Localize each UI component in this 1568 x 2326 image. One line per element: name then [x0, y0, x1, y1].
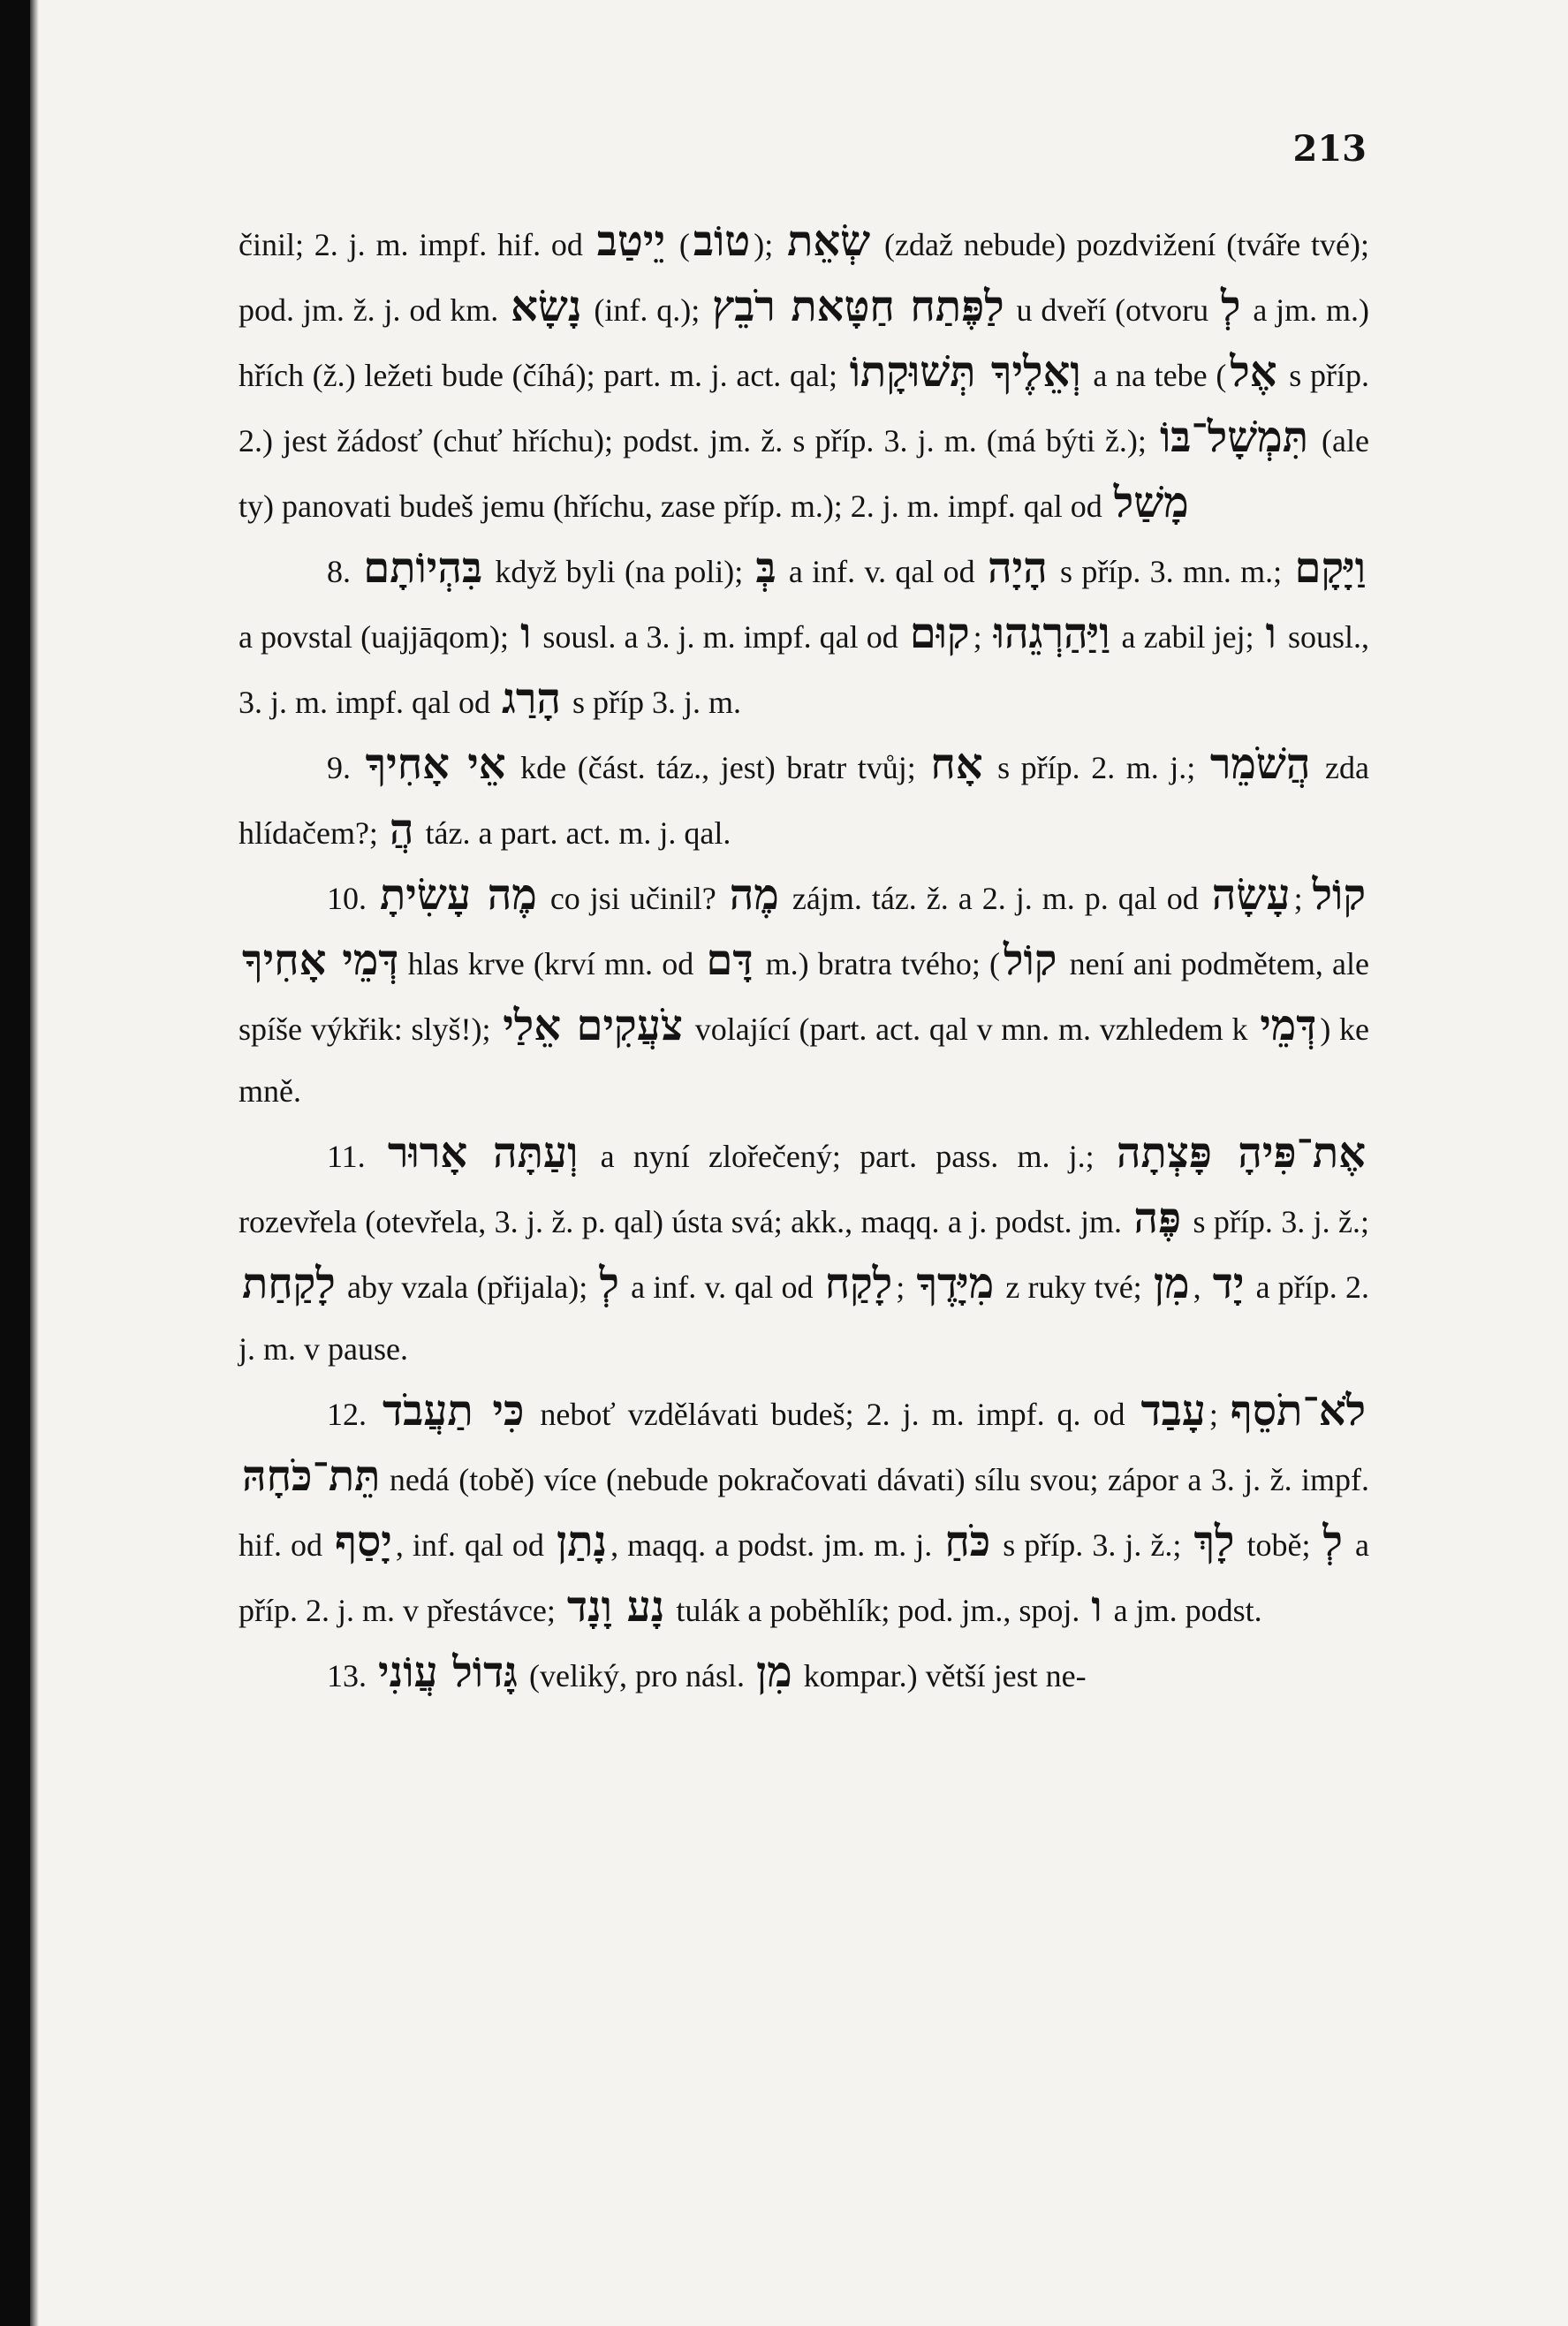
hebrew-word: כִּי תַעֲבֹד: [383, 1386, 525, 1436]
hebrew-word: וַיָּקָם: [1294, 543, 1366, 593]
text-segment: kompar.) větší jest ne-: [795, 1658, 1087, 1693]
text-segment: );: [754, 227, 784, 262]
page-number: 213: [1292, 128, 1367, 170]
text-segment: sousl., 3. j. m. impf. qal od: [239, 619, 1369, 720]
text-segment: a inf. v. qal od: [779, 554, 984, 589]
text-segment: činil; 2. j. m. impf. hif. od: [239, 227, 594, 262]
text-segment: a jm. m.) hřích (ž.) ležeti bude (číhá); part. m. j. act. qal;: [239, 292, 1369, 393]
hebrew-word: תִּמְשָׁל־בּוֹ: [1160, 413, 1308, 462]
text-segment: (zdaž nebude) pozdvižení (tváře tvé); pod. jm. ž. j. od km.: [239, 227, 1369, 328]
hebrew-word: מֶה: [729, 870, 779, 920]
hebrew-word: ו: [520, 609, 532, 658]
text-segment: [1216, 1139, 1234, 1174]
hebrew-word: מִיָּדֶךָ: [916, 1259, 995, 1308]
hebrew-word: לָקַחַת: [242, 1259, 336, 1308]
hebrew-word: יָסַף: [335, 1517, 392, 1566]
page-binding-shadow: [30, 0, 39, 2326]
hebrew-word: שְׂאֵת: [787, 216, 871, 266]
paragraph: [239, 1641, 1369, 1707]
hebrew-word: צֹעֲקִים אֵלַי: [503, 1001, 684, 1050]
hebrew-word: דְּמֵי: [1260, 1001, 1317, 1050]
text-segment: nedá (tobě) více (nebude pokračovati dávati) sílu svou; zápor a 3. j. ž. impf. hif. od: [239, 1462, 1369, 1563]
text-segment: s příp. 3. j. ž.;: [1185, 1204, 1369, 1239]
hebrew-word: לְ: [599, 1259, 619, 1308]
hebrew-word: נָע וָנָד: [566, 1582, 665, 1632]
text-segment: s příp. 2. m. j.;: [986, 750, 1207, 785]
hebrew-word: לַפֶּתַח חַטָּאת רֹבֵץ: [712, 282, 1004, 331]
text-segment: , maqq. a podst. jm. m. j.: [610, 1527, 942, 1563]
text-segment: táz. a part. act. m. j. qal.: [417, 815, 731, 851]
hebrew-word: לֹא־תֹסֵף תֵּת־כֹּחָהּ: [242, 1386, 1367, 1501]
hebrew-word: בְּ: [755, 543, 776, 593]
hebrew-word: וְעַתָּה אָרוּר: [387, 1128, 579, 1178]
text-segment: 11.: [327, 1139, 384, 1174]
text-segment: tobě;: [1238, 1527, 1320, 1563]
text-segment: (veliký, pro násl.: [521, 1658, 753, 1693]
paragraph: [239, 210, 1369, 537]
hebrew-word: מִן: [755, 1648, 792, 1697]
hebrew-word: אֶל: [1230, 347, 1277, 397]
hebrew-word: ו: [1265, 609, 1276, 658]
hebrew-word: הֲשֹׁמֵר: [1209, 739, 1311, 789]
body-text: [239, 210, 1369, 1707]
hebrew-word: ו: [1091, 1582, 1102, 1632]
text-segment: (: [669, 227, 690, 262]
hebrew-word: נָתַן: [556, 1517, 608, 1566]
text-segment: s příp 3. j. m.: [564, 685, 742, 720]
hebrew-word: הָיָה: [987, 543, 1048, 593]
text-segment: a zabil jej;: [1113, 619, 1262, 655]
text-segment: a příp. 2. j. m. v pause.: [239, 1269, 1369, 1367]
text-segment: ) ke mně.: [239, 1011, 1370, 1109]
text-segment: s příp. 2.) jest žádosť (chuť hříchu); podst. jm. ž. s příp. 3. j. m. (má býti ž.);: [239, 358, 1370, 458]
text-segment: , inf. qal od: [395, 1527, 553, 1563]
hebrew-word: בִּהְיוֹתָם: [363, 543, 483, 593]
text-segment: a povstal (uajjāqom);: [239, 619, 518, 655]
text-segment: neboť vzdělávati budeš; 2. j. m. impf. q. od: [527, 1397, 1138, 1432]
paragraph: [239, 537, 1369, 733]
hebrew-word: וְאֵלֶיךָ תְּשׁוּקָתוֹ: [849, 347, 1081, 397]
text-segment: s příp. 3. mn. m.;: [1050, 554, 1292, 589]
text-segment: ;: [973, 619, 990, 655]
paragraph: [239, 733, 1369, 864]
text-segment: ,: [1193, 1269, 1209, 1305]
text-segment: (ale ty) panovati budeš jemu (hříchu, zase příp. m.); 2. j. m. impf. qal od: [239, 423, 1370, 524]
hebrew-word: אָח: [930, 739, 983, 789]
hebrew-word: קוֹל דְּמֵי אָחִיךָ: [242, 870, 1366, 985]
text-segment: z ruky tvé;: [997, 1269, 1150, 1305]
hebrew-word: לָקַח: [824, 1259, 893, 1308]
text-segment: a inf. v. qal od: [622, 1269, 822, 1305]
text-segment: a na tebe (: [1084, 358, 1227, 393]
paragraph: [239, 1122, 1369, 1380]
hebrew-word: יָד: [1212, 1259, 1245, 1308]
hebrew-word: קוֹל: [1004, 936, 1057, 985]
hebrew-word: מֶה עָשִׂיתָ: [380, 870, 537, 920]
text-segment: ;: [1208, 1397, 1231, 1432]
hebrew-word: וַיַּהַרְגֵהוּ: [993, 609, 1110, 658]
text-segment: a jm. podst.: [1105, 1593, 1262, 1628]
hebrew-word: הָרַג: [501, 674, 562, 724]
text-segment: 9.: [327, 750, 362, 785]
hebrew-word: נָשָׂא: [511, 282, 582, 331]
hebrew-word: אֶת־פִּיהָ: [1238, 1128, 1367, 1178]
text-segment: zda hlídačem?;: [239, 750, 1369, 851]
hebrew-word: פֶּה: [1133, 1193, 1182, 1243]
hebrew-word: עָשָׂה: [1211, 870, 1291, 920]
hebrew-word: עָבַד: [1140, 1386, 1206, 1436]
text-segment: hlas krve (krví mn. od: [398, 946, 703, 981]
hebrew-word: אֵי אָחִיךָ: [365, 739, 506, 789]
page-binding-edge: [0, 0, 30, 2326]
hebrew-word: לָךְ: [1193, 1517, 1235, 1566]
hebrew-word: גָּדוֹל עֲוֹנִי: [378, 1648, 519, 1697]
hebrew-word: קוּם: [909, 609, 970, 658]
text-segment: 12.: [327, 1397, 379, 1432]
text-segment: když byli (na poli);: [486, 554, 753, 589]
text-segment: s příp. 3. j. ž.;: [994, 1527, 1191, 1563]
text-segment: ;: [1293, 881, 1313, 916]
text-segment: ;: [896, 1269, 913, 1305]
hebrew-word: דָּם: [706, 936, 754, 985]
text-segment: (inf. q.);: [585, 292, 709, 328]
hebrew-word: טוֹב: [693, 216, 751, 266]
hebrew-word: מָשַׁל: [1113, 478, 1189, 527]
hebrew-word: לְ: [1221, 282, 1241, 331]
text-segment: u dveří (otvoru: [1007, 292, 1218, 328]
text-segment: sousl. a 3. j. m. impf. qal od: [534, 619, 906, 655]
text-segment: 8.: [327, 554, 360, 589]
hebrew-word: יֵיטַב: [596, 216, 666, 266]
text-segment: zájm. táz. ž. a 2. j. m. p. qal od: [782, 881, 1208, 916]
text-segment: co jsi učinil?: [540, 881, 726, 916]
text-segment: a nyní zlořečený; part. pass. m. j.;: [581, 1139, 1113, 1174]
text-segment: a příp. 2. j. m. v přestávce;: [239, 1527, 1370, 1628]
text-segment: není ani podmětem, ale spíše výkřik: slyš!);: [239, 946, 1370, 1047]
paragraph: [239, 864, 1369, 1122]
text-segment: 10.: [327, 881, 377, 916]
text-segment: m.) bratra tvého; (: [756, 946, 1001, 981]
hebrew-word: כֹּחַ: [944, 1517, 991, 1566]
text-segment: aby vzala (přijala);: [338, 1269, 596, 1305]
text-segment: volající (part. act. qal v mn. m. vzhledem k: [686, 1011, 1257, 1047]
hebrew-word: לְ: [1322, 1517, 1343, 1566]
text-segment: rozevřela (otevřela, 3. j. ž. p. qal) ústa svá; akk., maqq. a j. podst. jm.: [239, 1204, 1131, 1239]
hebrew-word: מִן: [1153, 1259, 1190, 1308]
text-segment: 13.: [327, 1658, 375, 1693]
text-segment: tulák a poběhlík; pod. jm., spoj.: [668, 1593, 1088, 1628]
hebrew-word: פָּצְתָה: [1116, 1128, 1213, 1178]
text-segment: kde (část. táz., jest) bratr tvůj;: [509, 750, 928, 785]
hebrew-word: הֲ: [389, 805, 414, 854]
paragraph: [239, 1380, 1369, 1641]
